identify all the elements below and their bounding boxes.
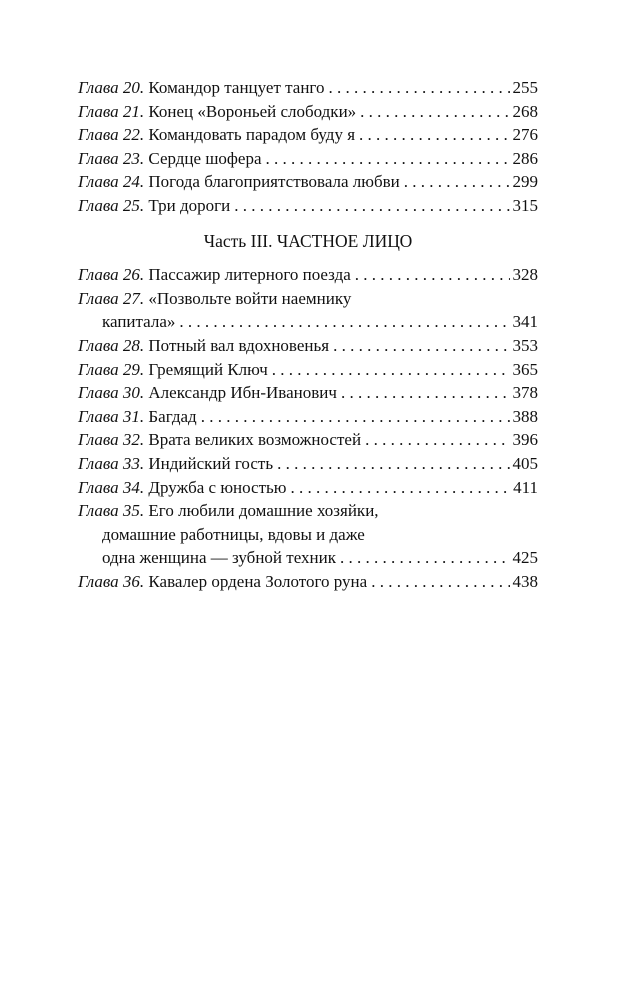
toc-entry-line [78,405,538,429]
toc-entry-line [78,100,538,124]
chapter-number: Глава 24. [78,172,145,192]
toc-entry-line [78,381,538,405]
chapter-title: Погода благоприятствовала любви [148,172,400,192]
dot-leader [404,170,510,194]
chapter-number: Глава 27. [78,288,145,308]
chapter-number: Глава 32. [78,430,145,450]
toc-entry-chapter-30 [78,381,538,405]
toc-entry-line [78,263,538,287]
chapter-title: Багдад [148,406,197,426]
chapter-number: Глава 22. [78,125,145,145]
chapter-number: Глава 35. [78,501,145,521]
page-number: 315 [512,195,538,215]
page-number: 396 [512,430,538,450]
toc-entry-chapter-26 [78,263,538,287]
page-number: 425 [512,548,538,568]
table-of-contents [78,76,538,593]
toc-entry-chapter-23 [78,147,538,171]
dot-leader [201,405,510,429]
chapter-number: Глава 31. [78,406,145,426]
dot-leader [290,476,510,500]
dot-leader [371,570,509,594]
chapter-title: Потный вал вдохновенья [148,335,330,355]
chapter-number: Глава 30. [78,383,145,403]
dot-leader [179,310,509,334]
toc-entry-chapter-25 [78,194,538,218]
page-number: 276 [512,125,538,145]
toc-entry-chapter-29 [78,358,538,382]
toc-entry-line [78,76,538,100]
toc-entry-chapter-35 [78,499,538,570]
chapter-title: «Позвольте войти наемнику [148,288,352,308]
dot-leader [328,76,509,100]
toc-entry-chapter-21 [78,100,538,124]
toc-entry-line [78,194,538,218]
toc-entry-line [78,170,538,194]
toc-entry-chapter-28 [78,334,538,358]
page-number: 388 [512,406,538,426]
chapter-title: Индийский гость [148,453,274,473]
chapter-title: Командовать парадом буду я [148,125,356,145]
page-number: 353 [512,335,538,355]
toc-entry-chapter-36 [78,570,538,594]
dot-leader [355,263,510,287]
chapter-title-continuation: одна женщина — зубной техник [102,548,336,568]
toc-entry-line [78,287,538,311]
part-heading: Часть III. ЧАСТНОЕ ЛИЦО [203,230,413,251]
dot-leader [341,381,510,405]
page-number: 365 [512,359,538,379]
page-number: 299 [512,172,538,192]
chapter-title-continuation: домашние работницы, вдовы и даже [102,524,365,544]
dot-leader [333,334,509,358]
chapter-number: Глава 23. [78,148,145,168]
dot-leader [277,452,509,476]
page-number: 411 [513,477,538,497]
dot-leader [272,358,510,382]
dot-leader [360,100,509,124]
chapter-title: Гремящий Ключ [148,359,268,379]
toc-entry-chapter-33 [78,452,538,476]
chapter-title: Александр Ибн-Иванович [148,383,337,403]
page-number: 438 [512,571,538,591]
page-number: 286 [512,148,538,168]
chapter-number: Глава 21. [78,101,145,121]
page-number: 405 [512,453,538,473]
toc-group-part-3 [78,263,538,593]
dot-leader [359,123,509,147]
page-number: 328 [512,265,538,285]
page-number: 268 [512,101,538,121]
chapter-title: Командор танцует танго [148,78,325,97]
toc-entry-line [78,123,538,147]
chapter-title: Дружба с юностью [148,477,287,497]
page-number: 378 [512,383,538,403]
toc-entry-chapter-34 [78,476,538,500]
chapter-number: Глава 28. [78,335,145,355]
dot-leader [340,546,510,570]
chapter-number: Глава 20. [78,78,145,97]
chapter-number: Глава 29. [78,359,145,379]
page-number: 255 [512,78,538,97]
chapter-title: Его любили домашние хозяйки, [148,501,379,521]
toc-entry-line-continuation [78,523,538,547]
toc-entry-line [78,499,538,523]
dot-leader [266,147,510,171]
dot-leader [365,428,509,452]
chapter-title: Пассажир литерного поезда [148,265,351,285]
toc-group-part-2 [78,76,538,218]
chapter-title: Три дороги [148,195,231,215]
chapter-title-continuation: капитала» [102,312,176,332]
toc-entry-chapter-20 [78,76,538,100]
dot-leader [234,194,509,218]
toc-entry-line [78,428,538,452]
toc-entry-chapter-27 [78,287,538,334]
page-number: 341 [512,312,538,332]
toc-entry-line-continuation [78,310,538,334]
toc-entry-line-continuation [78,546,538,570]
toc-entry-chapter-32 [78,428,538,452]
chapter-title: Кавалер ордена Золотого руна [148,571,368,591]
toc-entry-line [78,570,538,594]
toc-entry-chapter-24 [78,170,538,194]
toc-entry-chapter-22 [78,123,538,147]
toc-entry-line [78,358,538,382]
toc-entry-line [78,147,538,171]
toc-entry-line [78,452,538,476]
chapter-number: Глава 33. [78,453,145,473]
chapter-number: Глава 34. [78,477,145,497]
chapter-number: Глава 25. [78,195,145,215]
chapter-title: Сердце шофера [148,148,262,168]
chapter-number: Глава 26. [78,265,145,285]
chapter-title: Врата великих возможностей [148,430,362,450]
toc-entry-line [78,476,538,500]
toc-entry-chapter-31 [78,405,538,429]
chapter-number: Глава 36. [78,571,145,591]
toc-entry-line [78,334,538,358]
chapter-title: Конец «Вороньей слободки» [148,101,357,121]
